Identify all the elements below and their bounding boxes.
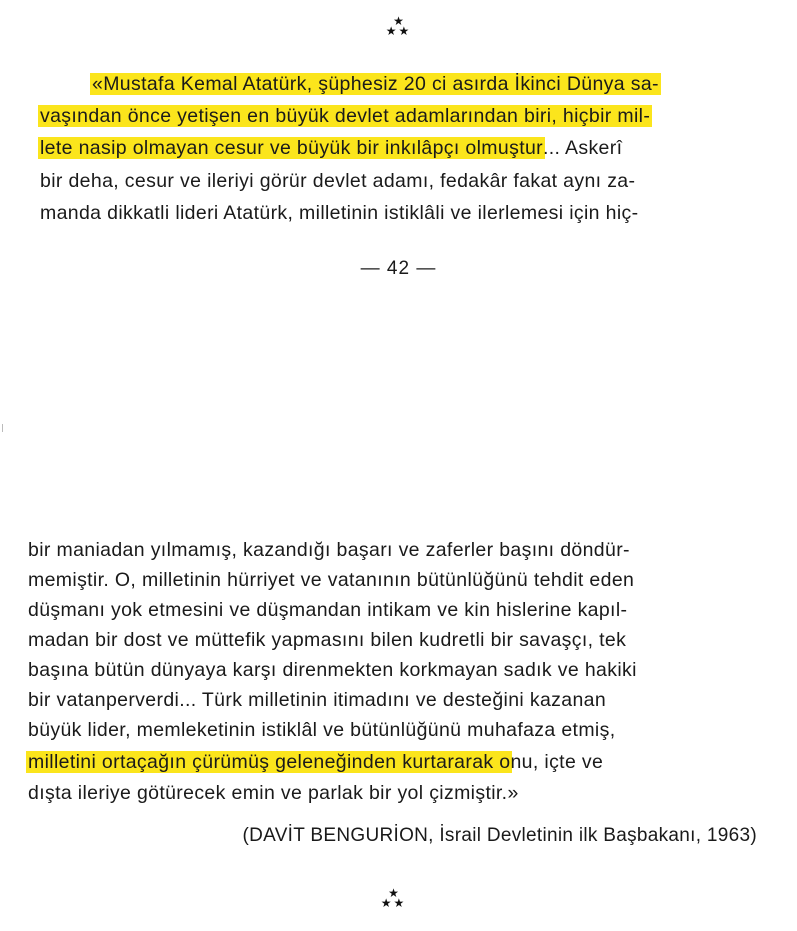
- margin-mark: [2, 424, 6, 432]
- text-line: [40, 170, 635, 192]
- text-line: [28, 629, 626, 651]
- text-segment: bir vatanperverdi... Türk milletinin itimadını ve desteğini kazanan: [28, 689, 607, 711]
- text-line: [40, 105, 650, 127]
- text-segment: düşmanı yok etmesini ve düşmandan intikam ve kin hislerine kapıl-: [28, 599, 628, 621]
- text-segment: memiştir. O, milletinin hürriyet ve vatanının bütünlüğünü tehdit eden: [28, 569, 635, 591]
- text-segment: bir maniadan yılmamış, kazandığı başarı ve zaferler başını döndür-: [28, 539, 630, 561]
- ornament-star: ★: [388, 886, 399, 900]
- text-segment: nu, içte ve: [510, 751, 604, 773]
- bottom-star-ornament: [0, 888, 792, 908]
- top-star-ornament: [0, 16, 797, 36]
- ornament-star: ★: [393, 14, 404, 28]
- text-segment: bir deha, cesur ve ileriyi görür devlet adamı, fedakâr fakat aynı za-: [40, 170, 636, 192]
- text-segment: manda dikkatli lideri Atatürk, milletinin istiklâli ve ilerlemesi için hiç-: [40, 202, 639, 224]
- text-line: [28, 689, 606, 711]
- text-line: [40, 202, 638, 224]
- text-line: [28, 539, 630, 561]
- text-line: [28, 659, 637, 681]
- text-line: [28, 751, 603, 773]
- text-segment: büyük lider, memleketinin istiklâl ve bütünlüğünü muhafaza etmiş,: [28, 719, 616, 741]
- ornament-stars: ★★: [385, 24, 412, 38]
- ornament-stars: ★★: [380, 896, 407, 910]
- text-line: [28, 599, 627, 621]
- text-line: [28, 719, 615, 741]
- text-segment: «Mustafa Kemal Atatürk, şüphesiz 20 ci asırda İkinci Dünya sa-: [92, 73, 659, 95]
- text-line: [28, 569, 634, 591]
- text-segment: dışta ileriye götürecek emin ve parlak bir yol çizmiştir.»: [28, 782, 519, 804]
- text-segment: ... Askerî: [543, 137, 623, 159]
- text-segment: lete nasip olmayan cesur ve büyük bir inkılâpçı olmuştur: [40, 137, 543, 159]
- text-segment: milletini ortaçağın çürümüş geleneğinden kurtararak o: [28, 751, 511, 773]
- text-segment: madan bir dost ve müttefik yapmasını bilen kudretli bir savaşçı, tek: [28, 629, 627, 651]
- text-line: [28, 782, 519, 804]
- quote-attribution: (DAVİT BENGURİON, İsrail Devletinin ilk Başbakanı, 1963): [242, 825, 757, 846]
- text-line: [40, 137, 622, 159]
- text-segment: vaşından önce yetişen en büyük devlet adamlarından biri, hiçbir mil-: [40, 105, 651, 127]
- text-line: [92, 73, 659, 95]
- page-number: — 42 —: [360, 258, 437, 279]
- text-segment: başına bütün dünyaya karşı direnmekten korkmayan sadık ve hakiki: [28, 659, 637, 681]
